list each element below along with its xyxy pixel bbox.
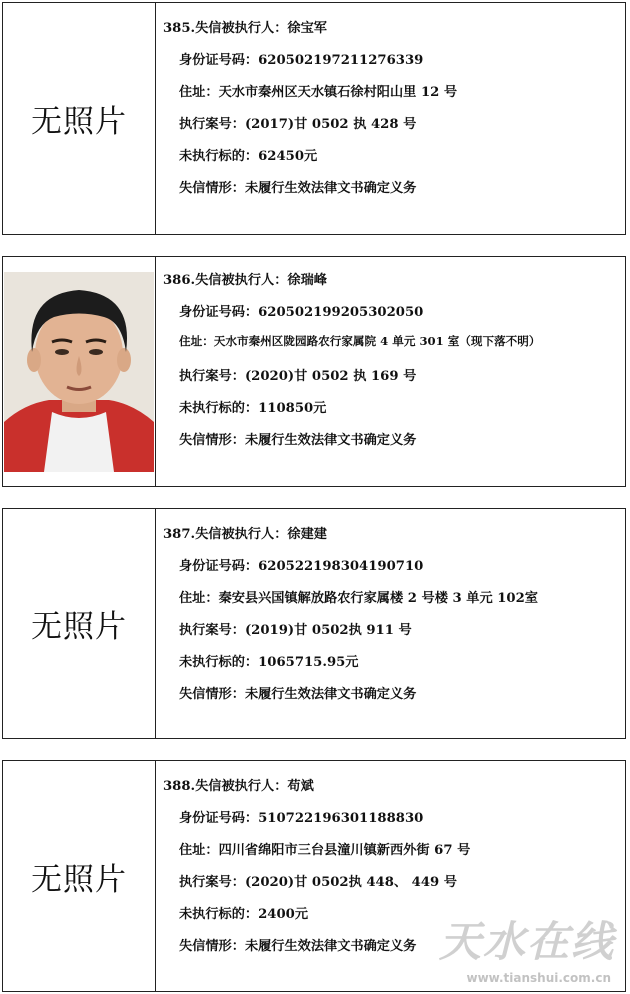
- address-value: 四川省绵阳市三台县潼川镇新西外街 67 号: [218, 843, 471, 858]
- address-value: 天水市秦州区天水镇石徐村阳山里 12 号: [218, 85, 458, 100]
- reason-value: 未履行生效法律文书确定义务: [244, 687, 417, 702]
- case-label: 执行案号：: [179, 117, 245, 132]
- id-value: 620502199205302050: [258, 305, 424, 320]
- amount-label: 未执行标的：: [179, 655, 259, 670]
- reason-label: 失信情形：: [179, 181, 245, 196]
- id-label: 身份证号码：: [179, 305, 259, 320]
- watermark-text: 天水在线: [438, 917, 615, 966]
- address-label: 住址：: [179, 843, 219, 858]
- amount-label: 未执行标的：: [179, 149, 259, 164]
- address-line: [179, 333, 540, 349]
- unexecuted-amount-line: [179, 145, 317, 164]
- id-value: 620502197211276339: [258, 53, 424, 68]
- site-watermark: [429, 909, 619, 989]
- id-number-line: [179, 807, 423, 826]
- record-card-386: [2, 256, 626, 487]
- reason-label: 失信情形：: [179, 687, 245, 702]
- amount-label: 未执行标的：: [179, 907, 259, 922]
- no-photo-label: 无照片: [31, 609, 127, 645]
- record-header: 386.失信被执行人：徐瑞峰: [163, 273, 327, 288]
- case-number-line: [179, 619, 412, 638]
- id-label: 身份证号码：: [179, 811, 259, 826]
- id-label: 身份证号码：: [179, 53, 259, 68]
- id-value: 510722196301188830: [258, 811, 424, 826]
- case-value: (2020)甘 0502执 448、 449 号: [244, 875, 457, 890]
- address-value: 秦安县兴国镇解放路农行家属楼 2 号楼 3 单元 102室: [218, 591, 538, 606]
- record-card-387: [2, 508, 626, 739]
- amount-label: 未执行标的：: [179, 401, 259, 416]
- watermark-url: www.tianshui.com.cn: [466, 971, 611, 985]
- case-label: 执行案号：: [179, 623, 245, 638]
- case-value: (2019)甘 0502执 911 号: [244, 623, 412, 638]
- dishonesty-reason-line: [179, 429, 416, 448]
- case-number-line: [179, 365, 416, 384]
- amount-value: 62450元: [258, 149, 318, 164]
- case-number-line: [179, 871, 457, 890]
- photo-cell: [3, 509, 156, 738]
- case-number-line: [179, 113, 416, 132]
- reason-value: 未履行生效法律文书确定义务: [244, 181, 417, 196]
- amount-value: 1065715.95元: [258, 655, 359, 670]
- address-line: [179, 587, 538, 606]
- dishonesty-reason-line: [179, 935, 416, 954]
- record-header: 387.失信被执行人：徐建建: [163, 527, 327, 542]
- reason-value: 未履行生效法律文书确定义务: [244, 433, 417, 448]
- case-label: 执行案号：: [179, 369, 245, 384]
- amount-value: 110850元: [258, 401, 327, 416]
- dishonesty-reason-line: [179, 683, 416, 702]
- no-photo-label: 无照片: [31, 861, 127, 898]
- photo-cell: [3, 761, 156, 991]
- reason-label: 失信情形：: [179, 939, 245, 954]
- address-label: 住址：: [179, 591, 219, 606]
- photo-cell: [3, 3, 156, 234]
- id-number-line: [179, 49, 423, 68]
- unexecuted-amount-line: [179, 903, 308, 922]
- address-line: [179, 839, 470, 858]
- id-number-line: [179, 301, 423, 320]
- record-card-385: [2, 2, 626, 235]
- dishonesty-reason-line: [179, 177, 416, 196]
- id-label: 身份证号码：: [179, 559, 259, 574]
- address-label: 住址：: [179, 334, 214, 348]
- no-photo-label: 无照片: [31, 104, 127, 140]
- id-value: 620522198304190710: [258, 559, 424, 574]
- unexecuted-amount-line: [179, 397, 326, 416]
- id-number-line: [179, 555, 423, 574]
- case-value: (2017)甘 0502 执 428 号: [244, 117, 417, 132]
- reason-value: 未履行生效法律文书确定义务: [244, 939, 417, 954]
- address-value: 天水市秦州区陇园路农行家属院 4 单元 301 室（现下落不明）: [213, 334, 541, 348]
- address-line: [179, 81, 457, 100]
- person-photo-icon: [4, 272, 154, 472]
- record-card-388: [2, 760, 626, 992]
- amount-value: 2400元: [258, 907, 309, 922]
- photo-cell: [3, 257, 156, 486]
- record-header: 388.失信被执行人：苟斌: [163, 779, 314, 794]
- address-label: 住址：: [179, 85, 219, 100]
- case-value: (2020)甘 0502 执 169 号: [244, 369, 417, 384]
- reason-label: 失信情形：: [179, 433, 245, 448]
- unexecuted-amount-line: [179, 651, 359, 670]
- case-label: 执行案号：: [179, 875, 245, 890]
- record-header: 385.失信被执行人：徐宝军: [163, 21, 327, 36]
